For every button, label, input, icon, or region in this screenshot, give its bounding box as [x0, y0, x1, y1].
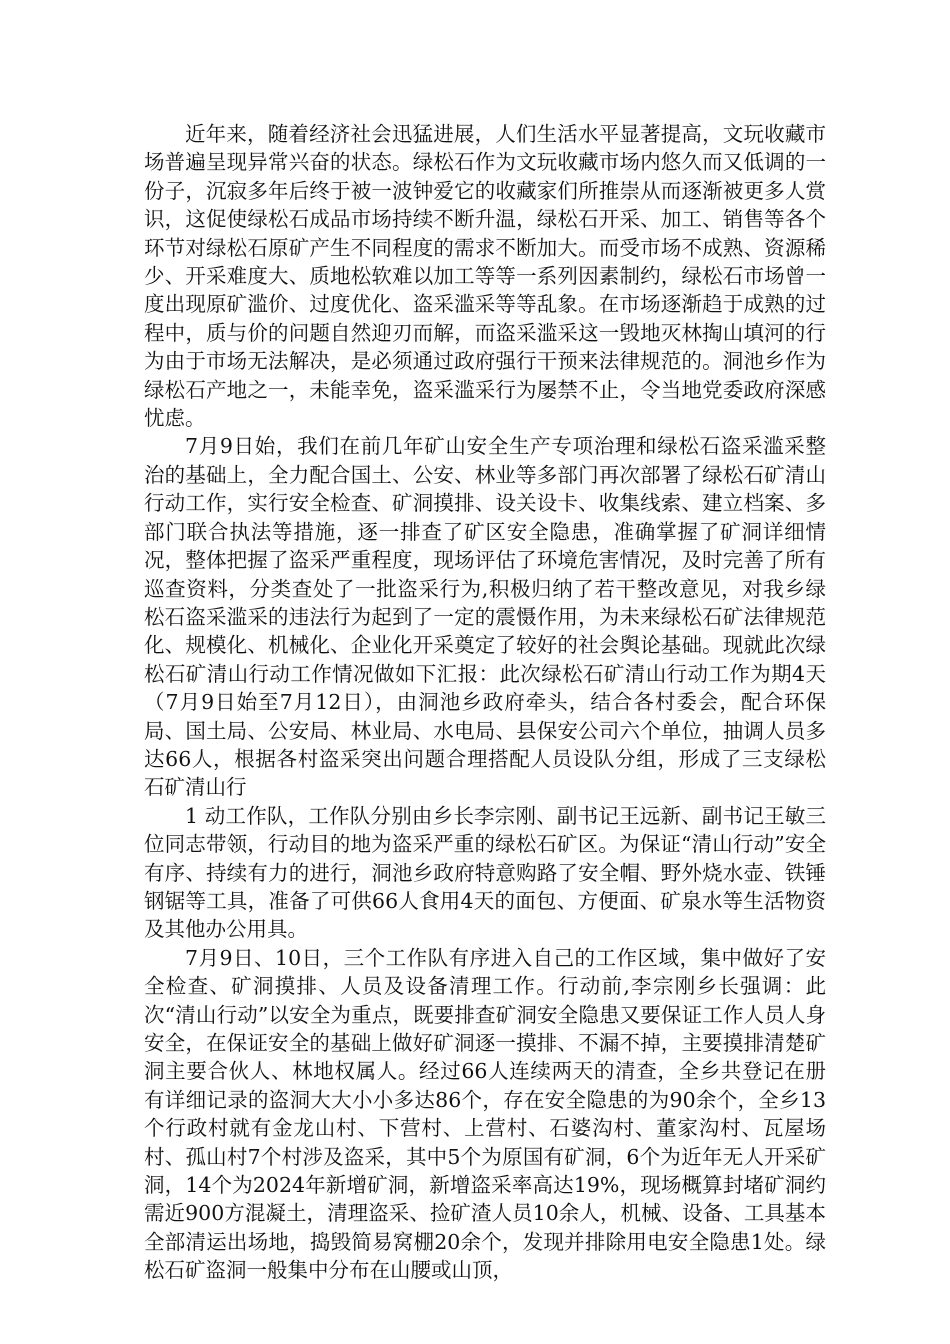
document-body	[144, 120, 826, 1285]
paragraph-work-teams: 1 动工作队，工作队分别由乡长李宗刚、副书记王远新、副书记王敏三位同志带领，行动目的地为盗采严重的绿松石矿区。为保证“清山行动”安全有序、持续有力的进行，洞池乡政府特意购路了安全帽、野外烧水壶、铁锤钢锯等工具，准备了可供66人食用4天的面包、方便面、矿泉水等生活物资及其他办公用具。	[144, 803, 826, 942]
paragraph-intro: 近年来，随着经济社会迅猛进展，人们生活水平显著提高，文玩收藏市场普遍呈现异常兴奋的状态。绿松石作为文玩收藏市场内悠久而又低调的一份子，沉寂多年后终于被一波钟爱它的收藏家们所推崇从而逐渐被更多人赏识，这促使绿松石成品市场持续不断升温，绿松石开采、加工、销售等各个环节对绿松石原矿产生不同程度的需求不断加大。而受市场不成熟、资源稀少、开采难度大、质地松软难以加工等等一系列因素制约，绿松石市场曾一度出现原矿滥价、过度优化、盗采滥采等等乱象。在市场逐渐趋于成熟的过程中，质与价的问题自然迎刃而解，而盗采滥采这一毁地灭林掏山填河的行为由于市场无法解决，是必须通过政府强行干预来法律规范的。洞池乡作为绿松石产地之一，未能幸免，盗采滥采行为屡禁不止，令当地党委政府深感忧虑。	[144, 122, 826, 431]
paragraph-action-overview: 7月9日始，我们在前几年矿山安全生产专项治理和绿松石盗采滥采整治的基础上，全力配合国土、公安、林业等多部门再次部署了绿松石矿清山行动工作，实行安全检查、矿洞摸排、设关设卡、收集线索、建立档案、多部门联合执法等措施，逐一排查了矿区安全隐患，准确掌握了矿洞详细情况，整体把握了盗采严重程度，现场评估了环境危害情况，及时完善了所有巡查资料，分类查处了一批盗采行为,积极归纳了若干整改意见，对我乡绿松石盗采滥采的违法行为起到了一定的震慑作用，为未来绿松石矿法律规范化、规模化、机械化、企业化开采奠定了较好的社会舆论基础。现就此次绿松石矿清山行动工作情况做如下汇报：此次绿松石矿清山行动工作为期4天（7月9日始至7月12日），由洞池乡政府牵头，结合各村委会，配合环保局、国土局、公安局、林业局、水电局、县保安公司六个单位，抽调人员多达66人，根据各村盗采突出问题合理搭配人员设队分组，形成了三支绿松石矿清山行	[144, 434, 826, 800]
paragraph-inspection-results: 7月9日、10日，三个工作队有序进入自己的工作区域，集中做好了安全检查、矿洞摸排、人员及设备清理工作。行动前,李宗刚乡长强调：此次“清山行动”以安全为重点，既要排查矿洞安全隐患又要保证工作人员人身安全，在保证安全的基础上做好矿洞逐一摸排、不漏不掉，主要摸排清楚矿洞主要合伙人、林地权属人。经过66人连续两天的清查，全乡共登记在册有详细记录的盗洞大大小小多达86个，存在安全隐患的为90余个，全乡13个行政村就有金龙山村、下营村、上营村、石婆沟村、董家沟村、瓦屋场村、孤山村7个村涉及盗采，其中5个为原国有矿洞，6个为近年无人开采矿洞，14个为2024年新增矿洞，新增盗采率高达19%，现场概算封堵矿洞约需近900方混凝土，清理盗采、捡矿渣人员10余人，机械、设备、工具基本全部清运出场地，捣毁简易窝棚20余个，发现并排除用电安全隐患1处。绿松石矿盗洞一般集中分布在山腰或山顶，	[144, 945, 826, 1283]
